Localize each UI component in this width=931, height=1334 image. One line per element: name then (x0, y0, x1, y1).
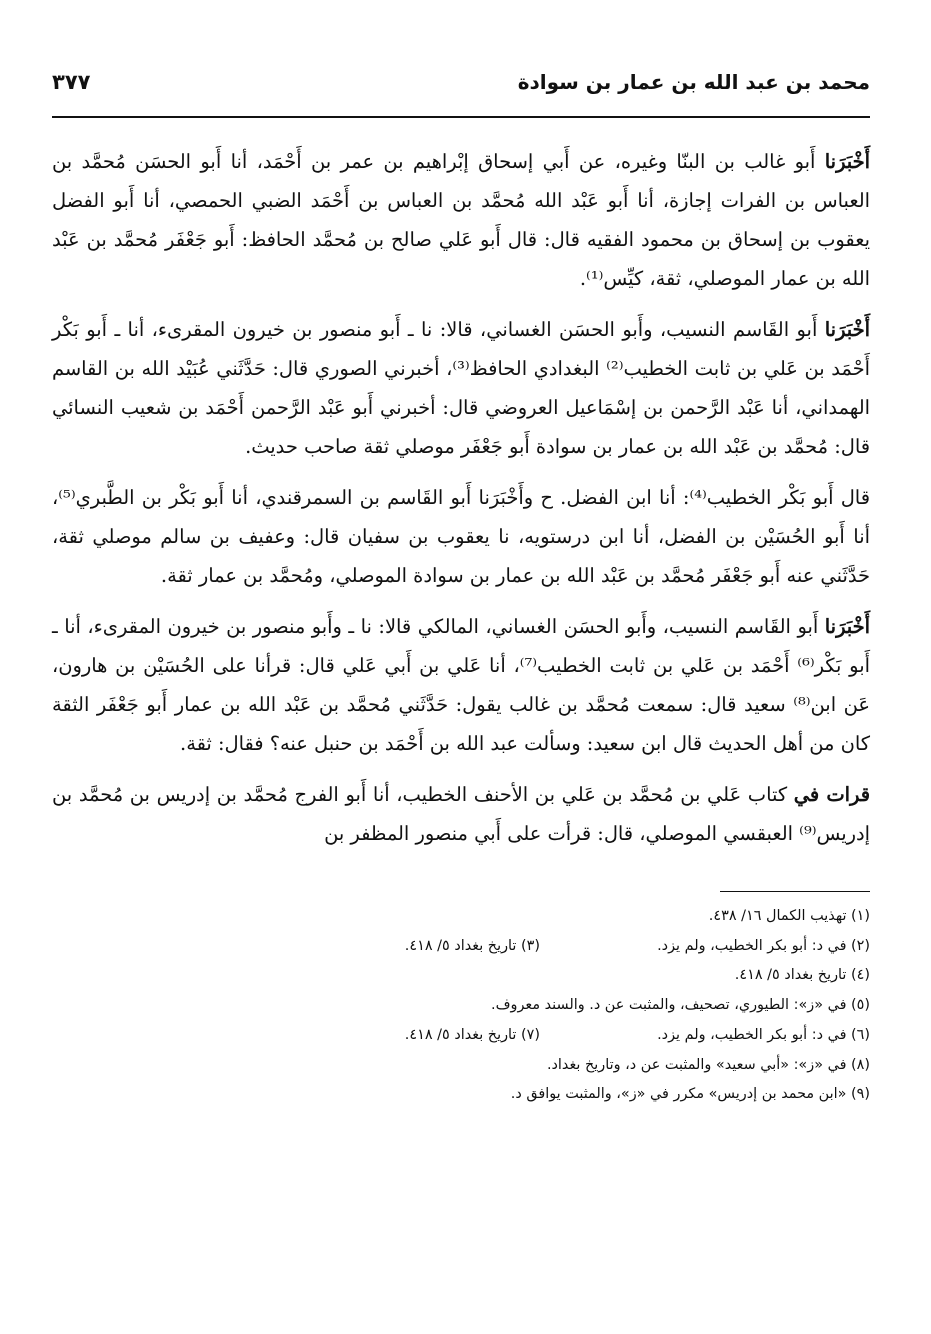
footnote-9: (٩) «ابن محمد بن إدريس» مكرر في «ز»، والمثبت يوافق د. (510, 1086, 870, 1103)
paragraph-lead: أَخْبَرَنا (824, 150, 870, 173)
footnote-1: (١) تهذيب الكمال ١٦/ ٤٣٨. (708, 908, 870, 924)
book-page (52, 70, 870, 1110)
paragraph-1 (52, 142, 870, 298)
paragraph-4 (52, 607, 870, 763)
footnote-line (52, 1051, 870, 1081)
footnote-line (52, 932, 870, 962)
paragraph-5 (52, 775, 870, 853)
footnote-line (52, 1080, 870, 1110)
footnote-3: (٣) تاريخ بغداد ٥/ ٤١٨. (404, 937, 540, 954)
header-rule (52, 116, 870, 118)
header-title: محمد بن عبد الله بن عمار بن سوادة (517, 70, 870, 94)
paragraph-2 (52, 310, 870, 466)
footnote-line (52, 961, 870, 991)
running-header (52, 70, 870, 110)
footnote-2: (٢) في د: أبو بكر الخطيب، ولم يزد. (657, 937, 870, 954)
footnotes (52, 902, 870, 1110)
paragraph-body: أَبو القَاسم النسيب، وأَبو الحسَن الغساني، قالا: نا ـ أَبو منصور بن خيرون المقرىء، أنا ـ أَبو بَكْر أَحْمَد بن عَلي بن ثابت الخطيب⁽²⁾ البغدادي الحافظ⁽³⁾، أخبرني الصوري قال: حَدَّثَني عُبَيْد الله بن القاسم الهمداني، أنا عَبْد الرَّحمن بن إسْمَاعيل العروضي قال: أخبرني أَبو عَبْد الرَّحمن أَحْمَد بن شعيب النسائي قال: مُحمَّد بن عَبْد الله بن عمار بن سوادة أَبو جَعْفَر موصلي ثقة صاحب حديث. (52, 318, 870, 458)
footnote-5: (٥) في «ز»: الطيوري، تصحيف، والمثبت عن د. والسند معروف. (491, 997, 870, 1014)
paragraph-lead: قرات في (793, 783, 871, 806)
footnote-7: (٧) تاريخ بغداد ٥/ ٤١٨. (404, 1026, 540, 1043)
footnote-4: (٤) تاريخ بغداد ٥/ ٤١٨. (734, 967, 870, 984)
paragraph-body: قال أَبو بَكْر الخطيب⁽⁴⁾: أنا ابن الفضل. ح وأَخْبَرَنا أَبو القَاسم بن السمرقندي، أنا أَبو بَكْر بن الطَّبري⁽⁵⁾، أنا أَبو الحُسَيْن بن الفضل، أنا ابن درستويه، نا يعقوب بن سفيان قال: وعفيف بن سالم موصلي ثقة، حَدَّثَني عنه أَبو جَعْفَر مُحمَّد بن عَبْد الله بن عمار بن سوادة الموصلي، ومُحمَّد بن عمار ثقة. (52, 486, 870, 587)
paragraph-lead: أَخْبَرَنا (824, 318, 870, 341)
page-number: ٣٧٧ (52, 70, 91, 94)
footnote-rule (720, 891, 870, 892)
paragraph-body: أَبو القَاسم النسيب، وأَبو الحسَن الغساني، المالكي قالا: نا ـ وأَبو منصور بن خيرون المقرىء، أنا ـ أَبو بَكْر⁽⁶⁾ أَحْمَد بن عَلي بن ثابت الخطيب⁽⁷⁾، أنا عَلي بن أَبي عَلي قال: قرأنا على الحُسَيْن بن هارون، عَن ابن⁽⁸⁾ سعيد قال: سمعت مُحمَّد بن غالب يقول: حَدَّثَني مُحمَّد بن عَبْد الله بن عمار أَبو جَعْفَر الثقة كان من أهل الحديث قال ابن سعيد: وسألت عبد الله بن أَحْمَد بن حنبل عنه؟ فقال: ثقة. (52, 615, 870, 755)
footnote-6: (٦) في د: أبو بكر الخطيب، ولم يزد. (657, 1026, 870, 1043)
paragraph-3 (52, 478, 870, 595)
footnote-line (52, 991, 870, 1021)
footnote-line (52, 1021, 870, 1051)
footnote-8: (٨) في «ز»: «أبي سعيد» والمثبت عن د، وتاريخ بغداد. (546, 1056, 870, 1073)
paragraph-body: أَبو غالب بن البنّا وغيره، عن أَبي إسحاق إبْراهيم بن عمر بن أَحْمَد، أنا أَبو الحسَن مُحمَّد بن العباس بن الفرات إجازة، أنا أَبو عَبْد الله مُحمَّد بن العباس بن أَحْمَد الضبي الحمصي، أنا أَبو الفضل يعقوب بن إسحاق بن محمود الفقيه قال: قال أَبو عَلي صالح بن مُحمَّد الحافظ: أَبو جَعْفَر مُحمَّد بن عَبْد الله بن عمار الموصلي، ثقة، كيِّس⁽¹⁾. (52, 150, 870, 290)
footnote-line (52, 902, 870, 932)
paragraph-body: كتاب عَلي بن مُحمَّد بن عَلي بن الأحنف الخطيب، أنا أَبو الفرج مُحمَّد بن إدريس بن مُحمَّد بن إدريس⁽⁹⁾ العبقسي الموصلي، قال: قرأت على أَبي منصور المظفر بن (52, 783, 870, 845)
paragraph-lead: أَخْبَرَنا (824, 615, 870, 638)
